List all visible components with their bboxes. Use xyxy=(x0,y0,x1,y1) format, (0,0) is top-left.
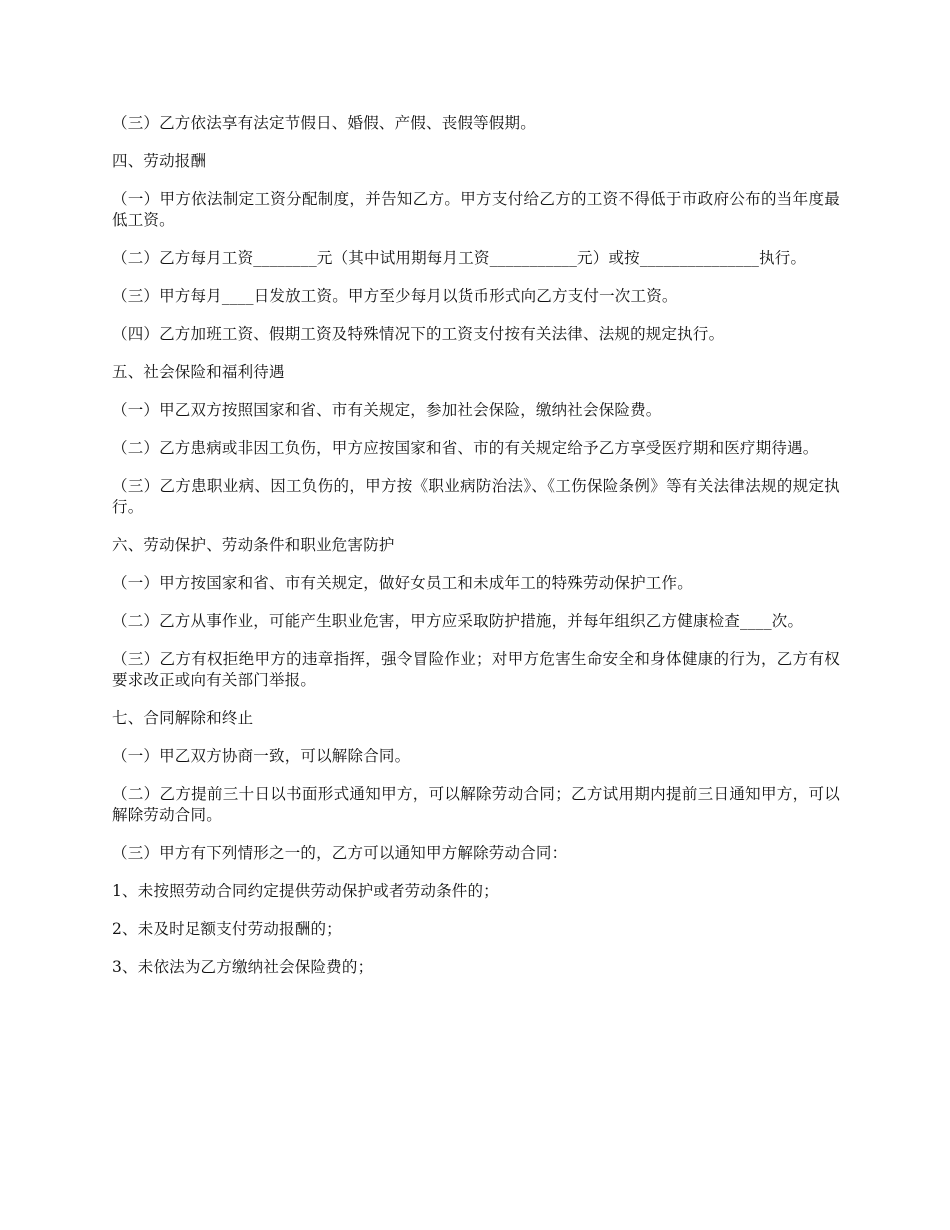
paragraph-monthly-wage: （二）乙方每月工资________元（其中试用期每月工资___________元）或按_______________执行。 xyxy=(112,249,807,267)
paragraph-payday: （三）甲方每月____日发放工资。甲方至少每月以货币形式向乙方支付一次工资。 xyxy=(112,287,678,305)
section-heading-remuneration: 四、劳动报酬 xyxy=(112,152,207,170)
paragraph-termination-conditions: （三）甲方有下列情形之一的，乙方可以通知甲方解除劳动合同： xyxy=(112,844,568,862)
paragraph-wage-system: （一）甲方依法制定工资分配制度，并告知乙方。甲方支付给乙方的工资不得低于市政府公布的当年度最低工资。 xyxy=(112,190,840,229)
list-item-condition-3: 3、未依法为乙方缴纳社会保险费的； xyxy=(112,958,374,976)
section-heading-social-insurance: 五、社会保险和福利待遇 xyxy=(112,363,285,381)
paragraph-notice-termination: （二）乙方提前三十日以书面形式通知甲方，可以解除劳动合同；乙方试用期内提前三日通知甲方，可以解除劳动合同。 xyxy=(112,785,840,824)
list-item-condition-1: 1、未按照劳动合同约定提供劳动保护或者劳动条件的； xyxy=(112,882,499,900)
paragraph-insurance-participation: （一）甲乙双方按照国家和省、市有关规定，参加社会保险，缴纳社会保险费。 xyxy=(112,401,662,419)
document-body xyxy=(112,113,840,995)
paragraph-special-protection: （一）甲方按国家和省、市有关规定，做好女员工和未成年工的特殊劳动保护工作。 xyxy=(112,574,693,592)
paragraph-overtime-wage: （四）乙方加班工资、假期工资及特殊情况下的工资支付按有关法律、法规的规定执行。 xyxy=(112,325,725,343)
paragraph-right-to-refuse: （三）乙方有权拒绝甲方的违章指挥，强令冒险作业；对甲方危害生命安全和身体健康的行为，乙方有权要求改正或向有关部门举报。 xyxy=(112,650,840,689)
paragraph-medical-period: （二）乙方患病或非因工负伤，甲方应按国家和省、市的有关规定给予乙方享受医疗期和医疗期待遇。 xyxy=(112,439,819,457)
list-item-condition-2: 2、未及时足额支付劳动报酬的； xyxy=(112,920,342,938)
paragraph-health-check: （二）乙方从事作业，可能产生职业危害，甲方应采取防护措施，并每年组织乙方健康检查____次。 xyxy=(112,612,804,630)
paragraph-occupational-disease: （三）乙方患职业病、因工负伤的，甲方按《职业病防治法》、《工伤保险条例》等有关法律法规的规定执行。 xyxy=(112,477,840,516)
paragraph-holiday-leave: （三）乙方依法享有法定节假日、婚假、产假、丧假等假期。 xyxy=(112,114,536,132)
section-heading-termination: 七、合同解除和终止 xyxy=(112,709,254,727)
paragraph-mutual-termination: （一）甲乙双方协商一致，可以解除合同。 xyxy=(112,747,411,765)
section-heading-labor-protection: 六、劳动保护、劳动条件和职业危害防护 xyxy=(112,536,395,554)
